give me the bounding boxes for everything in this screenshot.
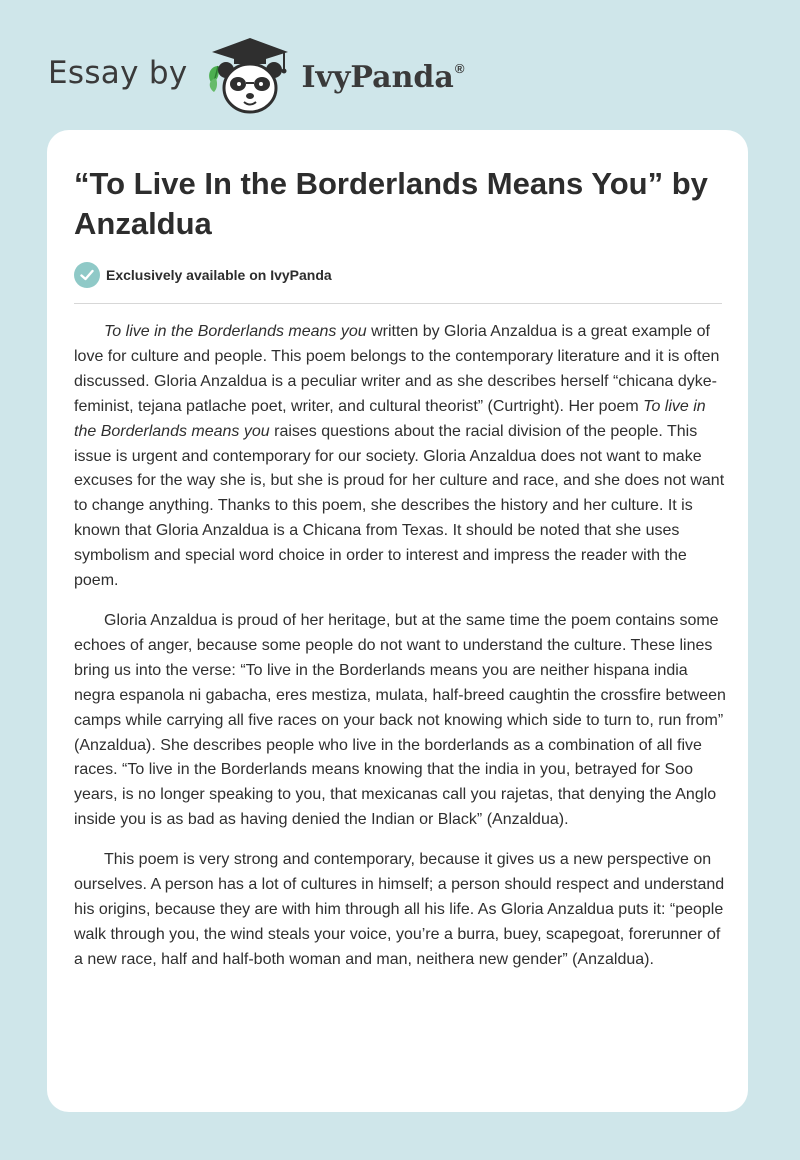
essay-body [74, 320, 726, 988]
panda-graduate-logo-icon[interactable] [204, 36, 296, 116]
checkmark-icon [74, 262, 100, 288]
exclusive-badge [74, 262, 332, 288]
trademark-symbol: ® [454, 60, 465, 76]
exclusive-label: Exclusively available on IvyPanda [106, 267, 332, 283]
divider [74, 303, 722, 304]
site-header [48, 36, 464, 116]
poem-title-italic: To live in the Borderlands means you [74, 397, 706, 440]
poem-title-italic: To live in the Borderlands means you [104, 323, 367, 340]
essay-title: “To Live In the Borderlands Means You” by Anzaldua [74, 166, 708, 241]
essay-card [47, 130, 748, 1112]
paragraph-1: To live in the Borderlands means you written by Gloria Anzaldua is a great example of love for culture and people. This poem belongs to the contemporary literature and it is often discussed. Gloria Anzaldua is a peculiar writer and as she describes herself “chicana dyke-feminist, tejana patlache poet, writer, and cultural theorist” (Curtright). Her poem To live in the Borderlands means you raises questions about the racial division of the people. This issue is urgent and contemporary for our society. Gloria Anzaldua does not want to make excuses for the way she is, but she is proud for her culture and race, and she does not want to change anything. Thanks to this poem, she describes the history and her culture. It is known that Gloria Anzaldua is a Chicana from Texas. It should be noted that she uses symbolism and special word choice in order to interest and impress the reader with the poem. [74, 323, 725, 590]
paragraph-3: This poem is very strong and contemporary, because it gives us a new perspective on ourselves. A person has a lot of cultures in himself; a person should respect and understand his origins, because they are with him through all his life. As Gloria Anzaldua puts it: “people walk through you, the wind steals your voice, you’re a burra, buey, scapegoat, forerunner of a new race, half and half-both woman and man, neithera new gender” (Anzaldua). [74, 851, 725, 968]
brand-name[interactable]: IvyPanda® [301, 59, 465, 95]
essay-by-label: Essay by [48, 55, 188, 91]
paragraph-2: Gloria Anzaldua is proud of her heritage, but at the same time the poem contains some echoes of anger, because some people do not want to understand the culture. These lines bring us into the verse: “To live in the Borderlands means you are neither hispana india negra espanola ni gabacha, eres mestiza, mulata, half-breed caughtin the crossfire between camps while carrying all five races on your back not knowing which side to turn to, run from” (Anzaldua). She describes people who live in the borderlands as a combination of all five races. “To live in the Borderlands means knowing that the india in you, betrayed for Soo years, is no longer speaking to you, that mexicanas call you rajetas, that denying the Anglo inside you is as bad as having denied the Indian or Black” (Anzaldua). [74, 611, 726, 829]
